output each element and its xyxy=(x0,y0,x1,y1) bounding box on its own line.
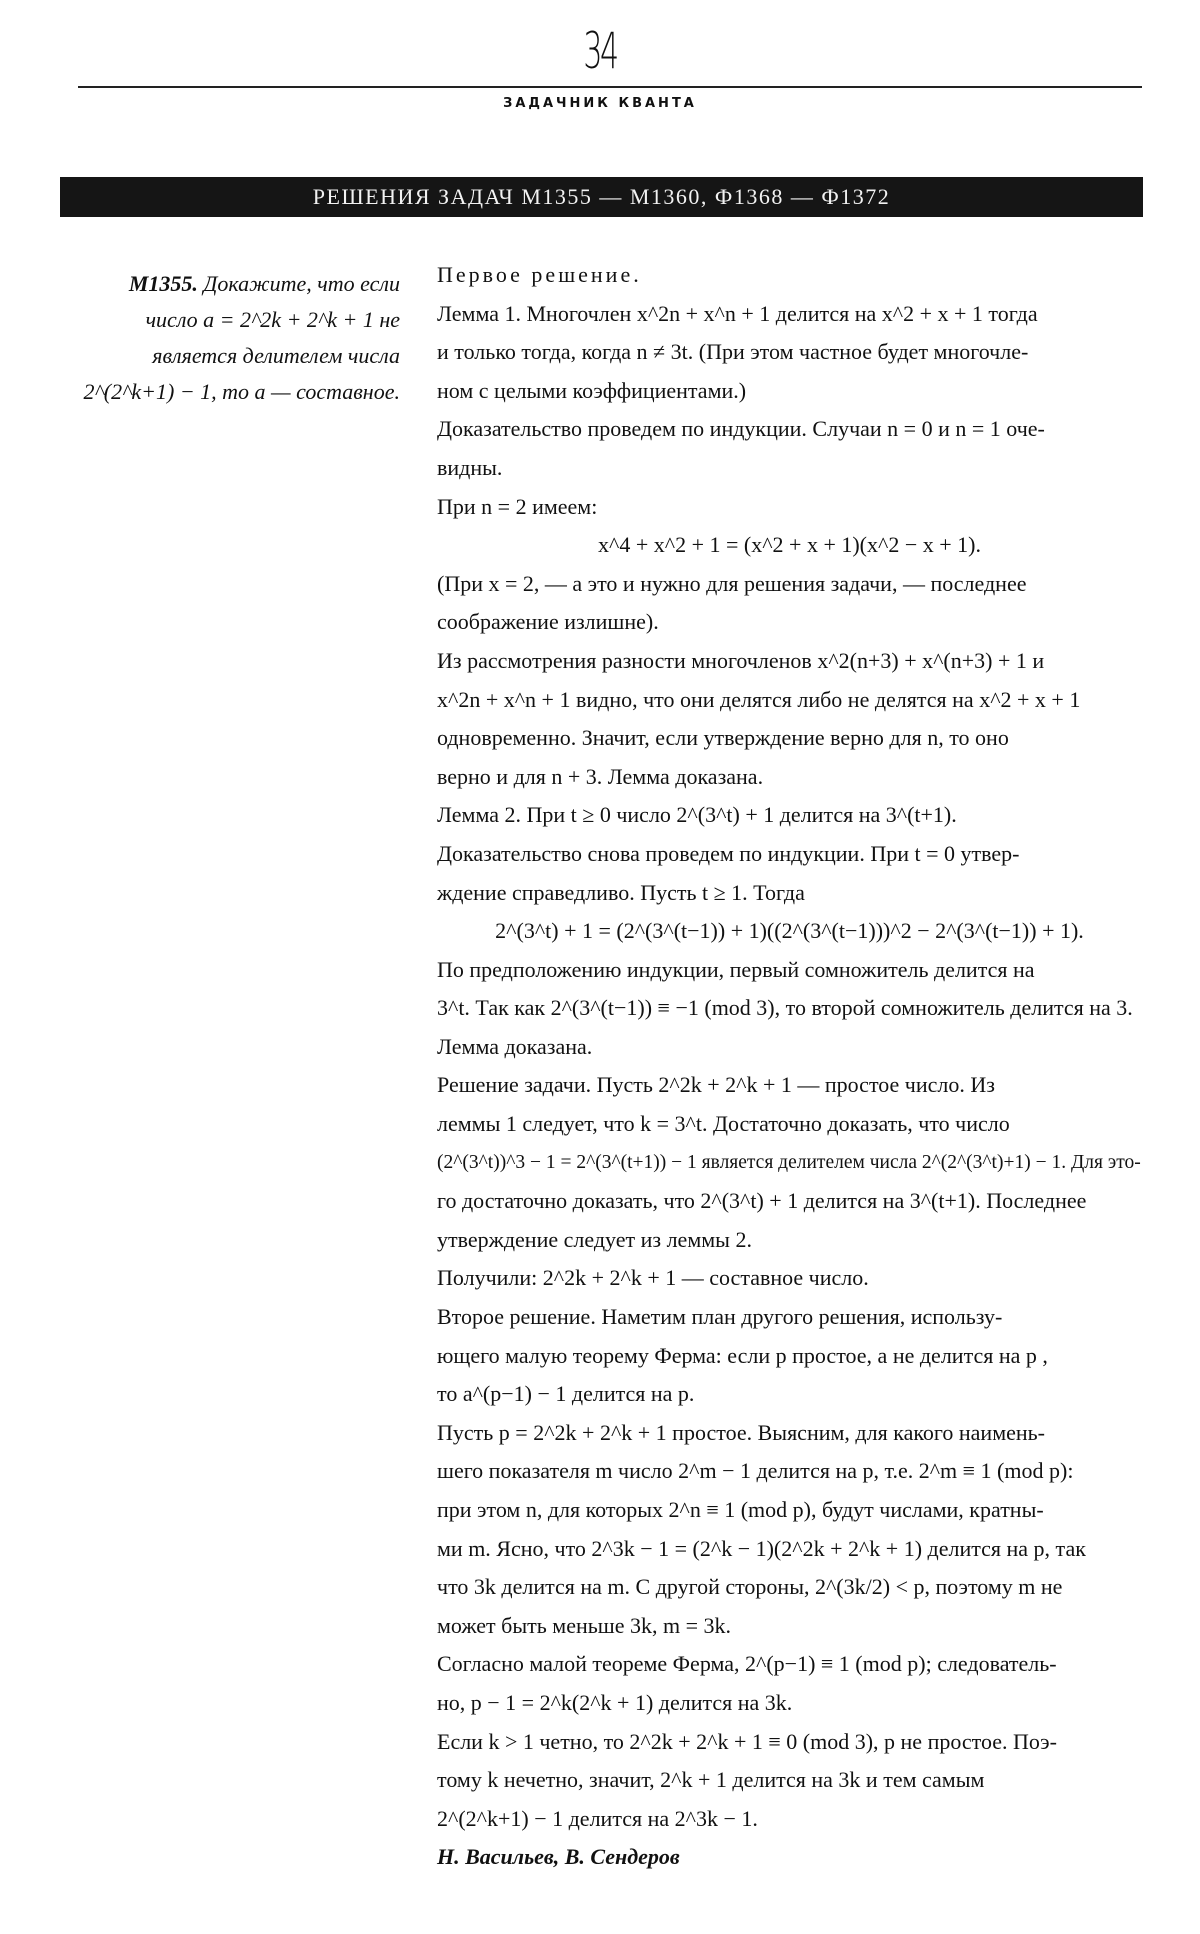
solution-line: Лемма 1. Многочлен x^2n + x^n + 1 делится на x^2 + x + 1 тогда xyxy=(437,300,1038,326)
problem-line xyxy=(68,266,400,302)
solution-line: Решение задачи. Пусть 2^2k + 2^k + 1 — простое число. Из xyxy=(437,1072,995,1098)
solution-text xyxy=(437,256,1142,1877)
solution-line: ми m. Ясно, что 2^3k − 1 = (2^k − 1)(2^2k + 2^k + 1) делится на p, так xyxy=(437,1535,1086,1561)
solution-line: тому k нечетно, значит, 2^k + 1 делится на 3k и тем самым xyxy=(437,1767,985,1793)
solution-formula: x^4 + x^2 + 1 = (x^2 + x + 1)(x^2 − x + 1). xyxy=(598,532,981,558)
solution-line: и только тогда, когда n ≠ 3t. (При этом частное будет многочле- xyxy=(437,339,1029,365)
problem-line: число a = 2^2k + 2^k + 1 не xyxy=(145,307,400,332)
solution-line: но, p − 1 = 2^k(2^k + 1) делится на 3k. xyxy=(437,1689,793,1715)
solution-line: Получили: 2^2k + 2^k + 1 — составное число. xyxy=(437,1265,869,1291)
solution-line: леммы 1 следует, что k = 3^t. Достаточно доказать, что число xyxy=(437,1111,1010,1137)
solution-line: (При x = 2, — а это и нужно для решения задачи, — последнее xyxy=(437,570,1027,596)
solution-line: Второе решение. Наметим план другого решения, использу- xyxy=(437,1304,1003,1330)
problem-number: М1355. xyxy=(128,271,198,296)
problem-statement xyxy=(68,266,400,410)
solution-line: Доказательство снова проведем по индукции. При t = 0 утвер- xyxy=(437,840,1020,866)
solution-line: Лемма 2. При t ≥ 0 число 2^(3^t) + 1 делится на 3^(t+1). xyxy=(437,802,957,828)
solution-line: то a^(p−1) − 1 делится на p. xyxy=(437,1381,695,1407)
solution-line: Если k > 1 четно, то 2^2k + 2^k + 1 ≡ 0 (mod 3), p не простое. Поэ- xyxy=(437,1728,1057,1754)
solution-line: ждение справедливо. Пусть t ≥ 1. Тогда xyxy=(437,879,805,905)
solution-line: верно и для n + 3. Лемма доказана. xyxy=(437,763,764,789)
solution-heading-first: Первое решение. xyxy=(437,262,642,287)
solution-line: По предположению индукции, первый сомножитель делится на xyxy=(437,956,1035,982)
solution-line: шего показателя m число 2^m − 1 делится на p, т.е. 2^m ≡ 1 (mod p): xyxy=(437,1458,1074,1484)
solution-line: при этом n, для которых 2^n ≡ 1 (mod p), будут числами, кратны- xyxy=(437,1497,1044,1522)
solution-line: видны. xyxy=(437,454,503,480)
problem-line-text: Докажите, что если xyxy=(203,271,400,296)
solution-line: утверждение следует из леммы 2. xyxy=(437,1226,752,1252)
solution-line: одновременно. Значит, если утверждение верно для n, то оно xyxy=(437,725,1009,751)
solution-line: Лемма доказана. xyxy=(437,1033,593,1059)
solution-line: Пусть p = 2^2k + 2^k + 1 простое. Выясним, для какого наимень- xyxy=(437,1419,1046,1445)
solution-line: 2^(2^k+1) − 1 делится на 2^3k − 1. xyxy=(437,1805,758,1831)
solution-line: ном с целыми коэффициентами.) xyxy=(437,377,747,403)
running-head: ЗАДАЧНИК КВАНТА xyxy=(503,96,697,111)
solution-formula: 2^(3^t) + 1 = (2^(3^(t−1)) + 1)((2^(3^(t−1)))^2 − 2^(3^(t−1)) + 1). xyxy=(495,918,1084,944)
header-rule xyxy=(78,86,1142,88)
solution-line: x^2n + x^n + 1 видно, что они делятся либо не делятся на x^2 + x + 1 xyxy=(437,686,1081,712)
solution-line: 3^t. Так как 2^(3^(t−1)) ≡ −1 (mod 3), то второй сомножитель делится на 3. xyxy=(437,995,1133,1021)
solution-line: Доказательство проведем по индукции. Случаи n = 0 и n = 1 оче- xyxy=(437,416,1045,442)
solution-line: может быть меньше 3k, m = 3k. xyxy=(437,1612,732,1638)
solution-line: соображение излишне). xyxy=(437,609,659,635)
page-number: 34 xyxy=(583,22,617,80)
solution-line: Из рассмотрения разности многочленов x^2(n+3) + x^(n+3) + 1 и xyxy=(437,647,1045,673)
solution-line: (2^(3^t))^3 − 1 = 2^(3^(t+1)) − 1 является делителем числа 2^(2^(3^t)+1) − 1. Для это- xyxy=(437,1151,1141,1173)
solution-line: го достаточно доказать, что 2^(3^t) + 1 делится на 3^(t+1). Последнее xyxy=(437,1188,1087,1214)
problem-line: 2^(2^k+1) − 1, то a — составное. xyxy=(83,379,400,404)
problem-line: является делителем числа xyxy=(152,343,400,368)
section-banner: РЕШЕНИЯ ЗАДАЧ М1355 — М1360, Ф1368 — Ф1372 xyxy=(60,177,1143,217)
authors: Н. Васильев, В. Сендеров xyxy=(437,1844,680,1870)
solution-line: При n = 2 имеем: xyxy=(437,493,598,519)
solution-line: что 3k делится на m. С другой стороны, 2^(3k/2) < p, поэтому m не xyxy=(437,1574,1063,1600)
solution-line: Согласно малой теореме Ферма, 2^(p−1) ≡ 1 (mod p); следователь- xyxy=(437,1651,1057,1677)
solution-line: ющего малую теорему Ферма: если p простое, a не делится на p , xyxy=(437,1342,1048,1368)
